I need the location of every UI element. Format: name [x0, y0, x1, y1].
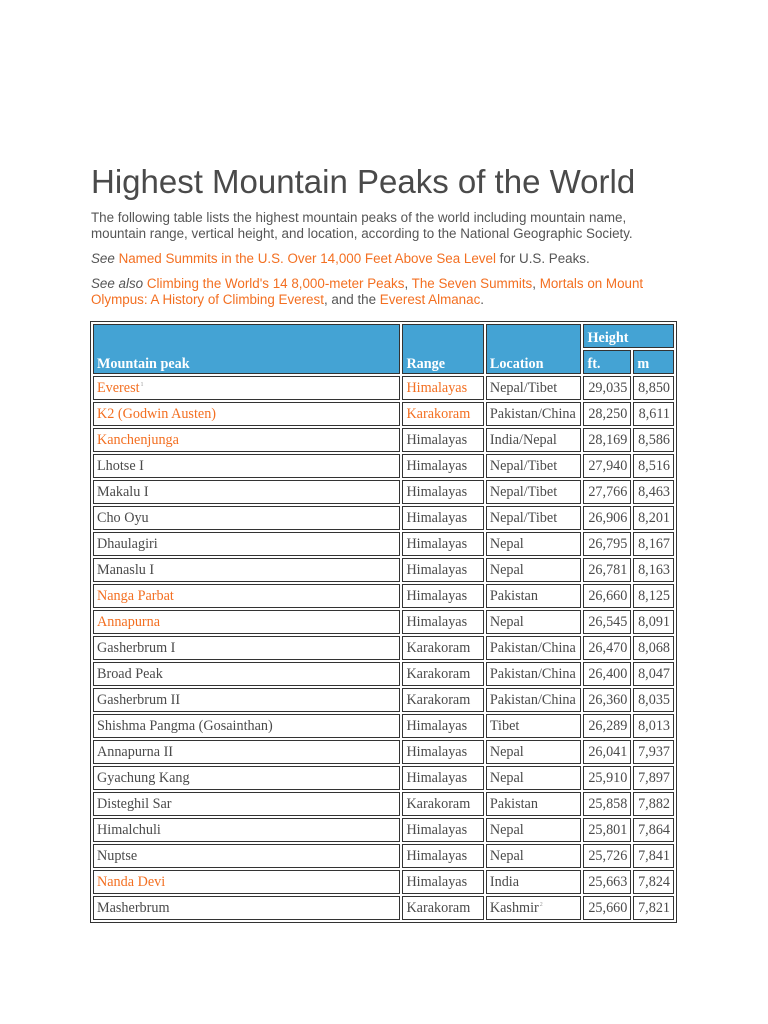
range-cell: Himalayas: [402, 454, 483, 478]
peak-name[interactable]: Nanga Parbat: [97, 587, 174, 604]
location-name: India/Nepal: [489, 431, 557, 448]
location-name: Nepal: [489, 561, 524, 578]
peak-name: Cho Oyu: [97, 509, 149, 526]
height-m-cell: 8,125: [633, 584, 674, 608]
range-cell: Himalayas: [402, 844, 483, 868]
location-name: Pakistan/China: [489, 405, 576, 422]
peak-name: Gasherbrum II: [97, 691, 181, 708]
table-row: [93, 636, 674, 660]
peak-cell: [93, 792, 400, 816]
peak-cell: [93, 662, 400, 686]
location-name: Pakistan/China: [489, 691, 576, 708]
peak-name[interactable]: Annapurna: [97, 613, 161, 630]
location-name: Nepal/Tibet: [489, 379, 558, 396]
table-row: [93, 506, 674, 530]
height-m-cell: 8,586: [633, 428, 674, 452]
height-ft-cell: 28,250: [583, 402, 631, 426]
range-cell: Himalayas: [402, 610, 483, 634]
see-also-end: .: [480, 292, 485, 307]
height-ft-cell: 28,169: [583, 428, 631, 452]
location-cell: [486, 402, 582, 426]
header-height: Height: [583, 324, 674, 348]
height-m-cell: 8,091: [633, 610, 674, 634]
range-cell: Himalayas: [402, 870, 483, 894]
location-name: Nepal: [489, 613, 524, 630]
height-ft-cell: 25,858: [583, 792, 631, 816]
height-m-cell: 8,035: [633, 688, 674, 712]
peak-name[interactable]: Kanchenjunga: [97, 431, 179, 448]
peak-name: Makalu I: [97, 483, 149, 500]
peaks-table-body: [93, 376, 674, 920]
table-row: [93, 870, 674, 894]
seven-summits-link[interactable]: The Seven Summits: [411, 276, 533, 291]
height-ft-cell: 25,660: [583, 896, 631, 920]
see-also-sep-3: , and the: [323, 292, 377, 307]
table-row: [93, 532, 674, 556]
height-ft-cell: 26,660: [583, 584, 631, 608]
peak-cell: [93, 558, 400, 582]
peak-name[interactable]: Everest: [97, 379, 140, 396]
range-cell: Himalayas: [402, 584, 483, 608]
header-peak: Mountain peak: [93, 324, 400, 374]
see-also-sep-1: ,: [404, 276, 409, 291]
everest-almanac-link[interactable]: Everest Almanac: [379, 292, 481, 307]
peak-cell: [93, 636, 400, 660]
location-name: Nepal/Tibet: [489, 483, 558, 500]
see-also-paragraph: [91, 276, 681, 308]
height-ft-cell: 26,906: [583, 506, 631, 530]
peak-name: Gyachung Kang: [97, 769, 190, 786]
location-cell: [486, 636, 582, 660]
peak-cell: [93, 766, 400, 790]
location-cell: [486, 610, 582, 634]
height-m-cell: 8,013: [633, 714, 674, 738]
location-name: India: [489, 873, 520, 890]
peak-name: Nuptse: [97, 847, 138, 864]
range-cell: Karakoram: [402, 792, 483, 816]
see-paragraph: [91, 251, 681, 267]
height-m-cell: 8,068: [633, 636, 674, 660]
range-cell: Karakoram: [402, 636, 483, 660]
height-ft-cell: 26,545: [583, 610, 631, 634]
height-m-cell: 8,611: [633, 402, 674, 426]
height-ft-cell: 26,041: [583, 740, 631, 764]
see-prefix: See: [91, 251, 115, 266]
peak-name: Masherbrum: [97, 899, 170, 916]
range-cell: Karakoram: [402, 896, 483, 920]
peak-cell: [93, 480, 400, 504]
peak-cell[interactable]: [93, 428, 400, 452]
height-m-cell: 8,850: [633, 376, 674, 400]
range-cell: Himalayas: [402, 532, 483, 556]
height-m-cell: 8,163: [633, 558, 674, 582]
table-row: [93, 792, 674, 816]
article: [91, 163, 681, 923]
peak-name: Gasherbrum I: [97, 639, 176, 656]
location-cell: [486, 870, 582, 894]
peak-cell: [93, 896, 400, 920]
peak-name: Disteghil Sar: [97, 795, 172, 812]
location-name: Tibet: [489, 717, 520, 734]
height-ft-cell: 26,781: [583, 558, 631, 582]
page-title: Highest Mountain Peaks of the World: [91, 163, 636, 200]
height-m-cell: 7,864: [633, 818, 674, 842]
location-cell: [486, 740, 582, 764]
climbing-14-peaks-link[interactable]: Climbing the World's 14 8,000-meter Peaks: [146, 276, 405, 291]
table-row: [93, 610, 674, 634]
height-ft-cell: 25,801: [583, 818, 631, 842]
table-row: [93, 818, 674, 842]
range-cell[interactable]: Karakoram: [402, 402, 483, 426]
height-m-cell: 7,821: [633, 896, 674, 920]
location-name: Nepal: [489, 743, 524, 760]
height-ft-cell: 25,910: [583, 766, 631, 790]
see-also-prefix: See also: [91, 276, 144, 291]
peak-name: Dhaulagiri: [97, 535, 158, 552]
location-name: Kashmir: [489, 899, 539, 916]
peak-name[interactable]: K2 (Godwin Austen): [97, 405, 217, 422]
height-ft-cell: 27,766: [583, 480, 631, 504]
see-also-sep-2: ,: [532, 276, 536, 291]
peak-cell: [93, 688, 400, 712]
table-row: [93, 428, 674, 452]
location-name: Nepal: [489, 847, 524, 864]
range-cell: Himalayas: [402, 818, 483, 842]
peak-cell[interactable]: [93, 402, 400, 426]
height-ft-cell: 29,035: [583, 376, 631, 400]
mortals-olympus-link[interactable]: Mortals on Mount Olympus: A History of Climbing Everest: [91, 276, 644, 307]
location-cell: [486, 766, 582, 790]
location-name: Nepal: [489, 769, 524, 786]
peaks-table: [90, 321, 677, 923]
range-cell: Himalayas: [402, 506, 483, 530]
header-m: m: [633, 350, 674, 374]
peak-name: Shishma Pangma (Gosainthan): [97, 717, 273, 734]
peak-cell: [93, 714, 400, 738]
header-location: Location: [486, 324, 582, 374]
range-cell: Himalayas: [402, 428, 483, 452]
peak-cell: [93, 818, 400, 842]
height-m-cell: 8,516: [633, 454, 674, 478]
peak-name: Himalchuli: [97, 821, 161, 838]
location-cell: [486, 532, 582, 556]
table-row: [93, 766, 674, 790]
location-cell: [486, 714, 582, 738]
table-row: [93, 714, 674, 738]
location-cell: [486, 896, 582, 920]
peak-name[interactable]: Nanda Devi: [97, 873, 166, 890]
peak-cell[interactable]: [93, 584, 400, 608]
location-cell: [486, 662, 582, 686]
table-row: [93, 662, 674, 686]
height-ft-cell: 26,795: [583, 532, 631, 556]
range-cell: Himalayas: [402, 480, 483, 504]
height-m-cell: 8,463: [633, 480, 674, 504]
range-cell: Himalayas: [402, 558, 483, 582]
table-row: [93, 454, 674, 478]
intro-paragraph: The following table lists the highest mountain peaks of the world including mountain name, mountain range, vertical height, and location, according to the National Geographic Society.: [91, 210, 633, 241]
location-cell: [486, 844, 582, 868]
header-ft: ft.: [583, 350, 631, 374]
height-m-cell: 8,167: [633, 532, 674, 556]
peak-cell: [93, 740, 400, 764]
height-ft-cell: 26,470: [583, 636, 631, 660]
table-row: [93, 402, 674, 426]
table-row: [93, 740, 674, 764]
range-cell: Himalayas: [402, 740, 483, 764]
height-ft-cell: 25,726: [583, 844, 631, 868]
location-cell: [486, 584, 582, 608]
range-cell: Himalayas: [402, 714, 483, 738]
location-cell: [486, 376, 582, 400]
table-row: [93, 896, 674, 920]
height-m-cell: 7,882: [633, 792, 674, 816]
location-name: Nepal: [489, 821, 524, 838]
table-row: [93, 558, 674, 582]
peak-name: Manaslu I: [97, 561, 155, 578]
range-cell: Karakoram: [402, 662, 483, 686]
location-cell: [486, 818, 582, 842]
location-cell: [486, 558, 582, 582]
height-m-cell: 8,047: [633, 662, 674, 686]
height-ft-cell: 27,940: [583, 454, 631, 478]
table-row: [93, 376, 674, 400]
peak-cell[interactable]: [93, 870, 400, 894]
location-cell: [486, 480, 582, 504]
peak-cell: [93, 506, 400, 530]
height-ft-cell: 26,289: [583, 714, 631, 738]
see-suffix: for U.S. Peaks.: [499, 251, 590, 266]
height-m-cell: 7,897: [633, 766, 674, 790]
height-m-cell: 7,841: [633, 844, 674, 868]
location-name: Nepal: [489, 535, 524, 552]
peak-cell[interactable]: [93, 376, 400, 400]
location-cell: [486, 506, 582, 530]
height-m-cell: 7,937: [633, 740, 674, 764]
peak-cell: [93, 454, 400, 478]
peak-cell[interactable]: [93, 610, 400, 634]
us-peaks-link[interactable]: Named Summits in the U.S. Over 14,000 Feet Above Sea Level: [118, 251, 496, 266]
location-cell: [486, 688, 582, 712]
location-name: Nepal/Tibet: [489, 509, 558, 526]
location-name: Pakistan/China: [489, 639, 576, 656]
table-row: [93, 584, 674, 608]
location-cell: [486, 792, 582, 816]
peak-cell: [93, 844, 400, 868]
height-m-cell: 7,824: [633, 870, 674, 894]
range-cell: Himalayas: [402, 766, 483, 790]
footnote-marker[interactable]: 1: [140, 381, 144, 388]
location-name: Pakistan: [489, 587, 538, 604]
peak-name: Annapurna II: [97, 743, 174, 760]
height-m-cell: 8,201: [633, 506, 674, 530]
footnote-marker[interactable]: 2: [539, 901, 543, 908]
header-range: Range: [402, 324, 483, 374]
table-row: [93, 688, 674, 712]
height-ft-cell: 26,360: [583, 688, 631, 712]
peak-name: Broad Peak: [97, 665, 163, 682]
range-cell[interactable]: Himalayas: [402, 376, 483, 400]
height-ft-cell: 25,663: [583, 870, 631, 894]
height-ft-cell: 26,400: [583, 662, 631, 686]
table-row: [93, 844, 674, 868]
table-row: [93, 480, 674, 504]
peak-cell: [93, 532, 400, 556]
location-name: Pakistan: [489, 795, 538, 812]
location-cell: [486, 428, 582, 452]
location-cell: [486, 454, 582, 478]
location-name: Pakistan/China: [489, 665, 576, 682]
peak-name: Lhotse I: [97, 457, 144, 474]
range-cell: Karakoram: [402, 688, 483, 712]
location-name: Nepal/Tibet: [489, 457, 558, 474]
